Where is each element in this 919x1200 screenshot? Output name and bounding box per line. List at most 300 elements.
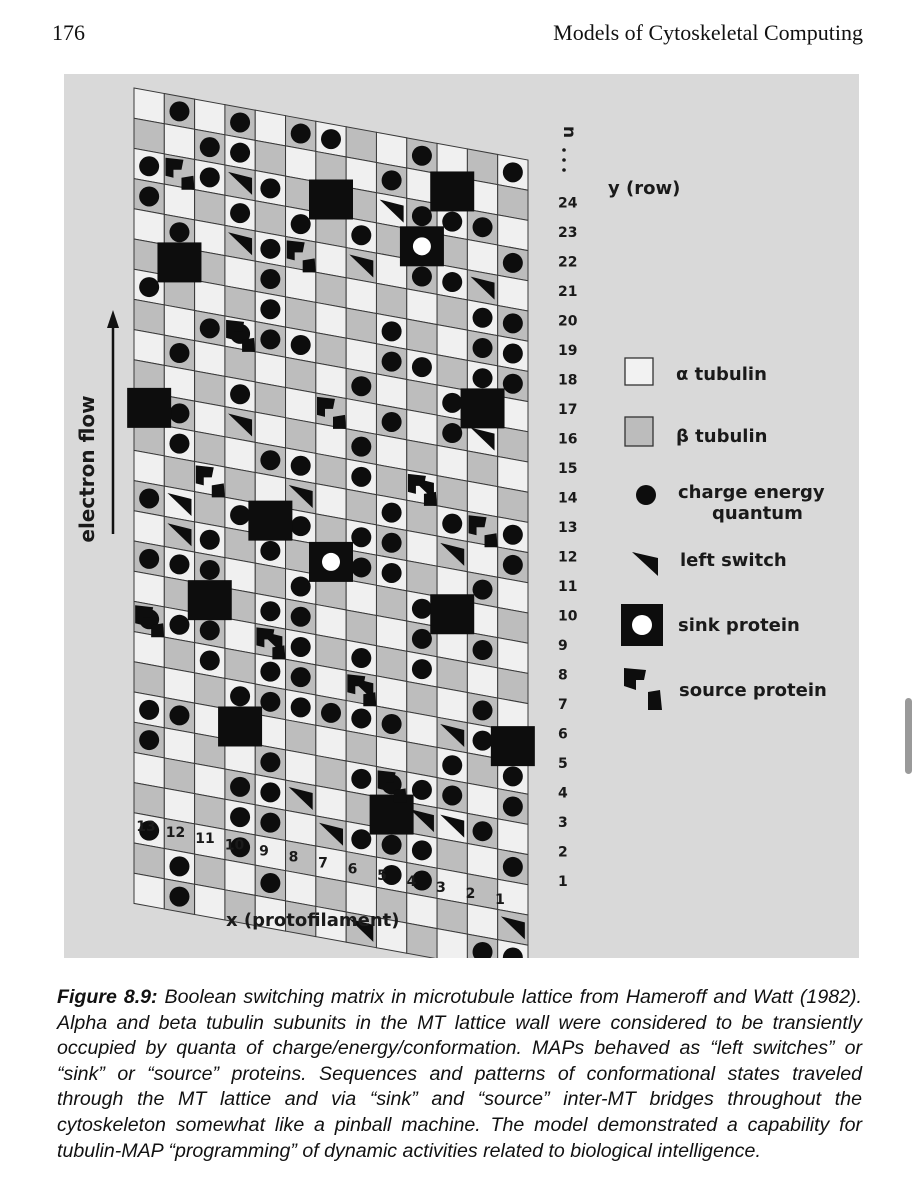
charge-quantum [442, 423, 462, 443]
alpha-tubulin-cell [316, 786, 346, 822]
charge-quantum [503, 313, 523, 333]
legend-switch-icon [632, 552, 658, 576]
beta-tubulin-cell [376, 283, 406, 319]
charge-quantum [351, 376, 371, 396]
charge-quantum [351, 225, 371, 245]
beta-tubulin-cell [195, 431, 225, 467]
beta-tubulin-cell [225, 648, 255, 684]
alpha-tubulin-cell [498, 456, 528, 492]
alpha-tubulin-cell [134, 330, 164, 366]
source-protein [212, 483, 225, 497]
charge-quantum [351, 829, 371, 849]
protofilament-label: 13 [136, 819, 156, 835]
beta-tubulin-cell [195, 854, 225, 890]
charge-quantum [321, 703, 341, 723]
charge-quantum [291, 577, 311, 597]
alpha-tubulin-cell [286, 871, 316, 907]
alpha-tubulin-cell [467, 481, 497, 517]
charge-quantum [230, 384, 250, 404]
alpha-tubulin-cell [346, 278, 376, 314]
alpha-tubulin-cell [346, 399, 376, 435]
electron-flow-arrow [107, 310, 119, 534]
alpha-tubulin-cell [195, 99, 225, 135]
beta-tubulin-cell [498, 668, 528, 704]
alpha-tubulin-cell [346, 580, 376, 616]
alpha-tubulin-cell [164, 305, 194, 341]
caption-lead: Figure 8.9: [57, 986, 158, 1008]
charge-quantum [260, 299, 280, 319]
charge-quantum [260, 178, 280, 198]
sink-protein [157, 242, 201, 282]
charge-quantum [382, 321, 402, 341]
row-label: 12 [558, 549, 578, 566]
charge-quantum [169, 403, 189, 423]
row-label: 4 [558, 785, 568, 802]
beta-tubulin-cell [134, 843, 164, 879]
running-head: Models of Cytoskeletal Computing [553, 20, 863, 45]
row-label: 23 [558, 225, 578, 241]
legend-charge-label-2: quantum [712, 503, 803, 524]
protofilament-label: 6 [347, 861, 358, 878]
legend-source-label: source protein [679, 680, 827, 701]
figure-8-9 [64, 74, 859, 958]
charge-quantum [382, 352, 402, 372]
alpha-tubulin-cell [376, 434, 406, 470]
charge-quantum [382, 563, 402, 583]
charge-quantum [260, 450, 280, 470]
sink-protein [309, 180, 353, 220]
charge-quantum [503, 797, 523, 817]
charge-quantum [169, 615, 189, 635]
alpha-tubulin-cell [225, 618, 255, 654]
alpha-tubulin-cell [498, 638, 528, 674]
charge-quantum [230, 686, 250, 706]
y-axis-label: y (row) [608, 178, 681, 199]
row-label: 11 [558, 579, 578, 595]
charge-quantum [139, 730, 159, 750]
beta-tubulin-cell [195, 794, 225, 830]
charge-quantum [351, 557, 371, 577]
beta-tubulin-cell [437, 294, 467, 330]
beta-tubulin-cell [407, 319, 437, 355]
alpha-tubulin-cell [316, 242, 346, 278]
protofilament-label: 4 [406, 873, 417, 890]
charge-quantum [291, 456, 311, 476]
row-label: 19 [558, 343, 578, 359]
beta-tubulin-cell [225, 467, 255, 503]
x-axis-label: x (protofilament) [226, 910, 400, 931]
alpha-tubulin-cell [134, 88, 164, 124]
beta-tubulin-cell [376, 646, 406, 682]
alpha-tubulin-cell [467, 844, 497, 880]
page-number: 176 [52, 20, 85, 45]
alpha-tubulin-cell [164, 728, 194, 764]
charge-quantum [200, 167, 220, 187]
charge-quantum [200, 560, 220, 580]
charge-quantum [473, 217, 493, 237]
charge-quantum [260, 269, 280, 289]
charge-quantum [200, 318, 220, 338]
row-label-n: n [559, 125, 579, 139]
charge-quantum [442, 785, 462, 805]
beta-tubulin-cell [225, 286, 255, 322]
charge-quantum [200, 530, 220, 550]
charge-quantum [230, 505, 250, 525]
charge-quantum [291, 516, 311, 536]
charge-quantum [351, 769, 371, 789]
sink-protein-hole [413, 237, 431, 255]
alpha-tubulin-cell [376, 736, 406, 772]
charge-quantum [351, 527, 371, 547]
row-labels [558, 196, 578, 891]
charge-quantum [412, 267, 432, 287]
charge-quantum [169, 856, 189, 876]
charge-quantum [139, 549, 159, 569]
alpha-tubulin-cell [437, 929, 467, 958]
charge-quantum [230, 777, 250, 797]
charge-quantum [412, 357, 432, 377]
charge-quantum [503, 344, 523, 364]
alpha-tubulin-cell [134, 209, 164, 245]
beta-tubulin-cell [316, 333, 346, 369]
charge-quantum [442, 393, 462, 413]
charge-quantum [412, 659, 432, 679]
alpha-tubulin-cell [164, 788, 194, 824]
source-protein [272, 645, 285, 659]
alpha-tubulin-cell [498, 215, 528, 251]
alpha-tubulin-cell [195, 884, 225, 920]
legend-switch-label: left switch [680, 550, 787, 571]
beta-tubulin-cell [255, 140, 285, 176]
alpha-tubulin-cell [437, 687, 467, 723]
row-label: 6 [558, 726, 568, 743]
charge-quantum [473, 821, 493, 841]
source-protein [242, 338, 255, 352]
alpha-tubulin-cell [467, 662, 497, 698]
charge-quantum [200, 651, 220, 671]
lattice-figure [64, 74, 859, 958]
alpha-tubulin-cell [467, 783, 497, 819]
sink-protein [218, 706, 262, 746]
protofilament-label: 3 [436, 880, 446, 896]
charge-quantum [260, 752, 280, 772]
alpha-tubulin-cell [376, 132, 406, 168]
row-label: 17 [558, 402, 578, 418]
beta-tubulin-cell [286, 297, 316, 333]
beta-tubulin-cell [195, 673, 225, 709]
alpha-tubulin-cell [316, 363, 346, 399]
beta-tubulin-cell [134, 662, 164, 698]
beta-tubulin-cell [134, 783, 164, 819]
source-protein [394, 788, 407, 802]
beta-tubulin-cell [407, 923, 437, 958]
legend-charge-dot [636, 485, 656, 505]
legend-sink-hole [632, 615, 652, 635]
charge-quantum [230, 807, 250, 827]
alpha-tubulin-cell [225, 437, 255, 473]
charge-quantum [260, 601, 280, 621]
charge-quantum [442, 212, 462, 232]
charge-quantum [503, 253, 523, 273]
beta-tubulin-cell [286, 720, 316, 756]
source-protein [181, 176, 194, 190]
alpha-tubulin-cell [134, 571, 164, 607]
charge-quantum [260, 541, 280, 561]
legend-sink-label: sink protein [678, 615, 800, 636]
charge-quantum [139, 488, 159, 508]
beta-tubulin-cell [316, 453, 346, 489]
charge-quantum [139, 277, 159, 297]
alpha-tubulin-cell [255, 412, 285, 448]
alpha-tubulin-cell [195, 763, 225, 799]
alpha-tubulin-cell [316, 665, 346, 701]
alpha-tubulin-cell [437, 445, 467, 481]
charge-quantum [169, 101, 189, 121]
beta-tubulin-cell [316, 272, 346, 308]
charge-quantum [473, 731, 493, 751]
sink-protein [188, 580, 232, 620]
source-protein [333, 415, 346, 429]
protofilament-label: 11 [195, 831, 215, 848]
charge-quantum [473, 640, 493, 660]
protofilament-label: 8 [288, 849, 299, 866]
alpha-tubulin-cell [407, 893, 437, 929]
legend-source-icon [624, 668, 646, 690]
beta-tubulin-cell [164, 758, 194, 794]
row-ellipsis [562, 148, 566, 172]
row-label: 8 [558, 667, 568, 684]
beta-tubulin-cell [255, 382, 285, 418]
source-protein [303, 258, 316, 272]
charge-quantum [503, 857, 523, 877]
legend-alpha-swatch [625, 358, 653, 385]
beta-tubulin-cell [407, 440, 437, 476]
charge-quantum [139, 186, 159, 206]
scrollbar-thumb[interactable] [905, 698, 912, 774]
alpha-tubulin-cell [407, 712, 437, 748]
beta-tubulin-cell [437, 476, 467, 512]
sink-protein-hole [322, 553, 340, 571]
source-protein [485, 533, 498, 547]
row-label: 20 [558, 313, 578, 330]
beta-tubulin-cell [498, 185, 528, 221]
alpha-tubulin-cell [195, 280, 225, 316]
charge-quantum [382, 835, 402, 855]
beta-tubulin-cell [255, 563, 285, 599]
legend-alpha-label: α tubulin [676, 364, 767, 385]
charge-quantum [230, 112, 250, 132]
alpha-tubulin-cell [134, 450, 164, 486]
sink-protein [430, 594, 474, 634]
alpha-tubulin-cell [164, 667, 194, 703]
beta-tubulin-cell [498, 487, 528, 523]
charge-quantum [169, 705, 189, 725]
beta-tubulin-cell [346, 489, 376, 525]
charge-quantum [291, 697, 311, 717]
beta-tubulin-cell [195, 190, 225, 226]
alpha-tubulin-cell [286, 810, 316, 846]
beta-tubulin-cell [346, 308, 376, 344]
charge-quantum [473, 700, 493, 720]
beta-tubulin-cell [376, 465, 406, 501]
protofilament-label: 9 [259, 843, 269, 860]
beta-tubulin-cell [437, 355, 467, 391]
alpha-tubulin-cell [498, 819, 528, 855]
row-label: 16 [558, 431, 578, 448]
charge-quantum [351, 708, 371, 728]
row-label: 1 [558, 874, 568, 890]
alpha-tubulin-cell [134, 752, 164, 788]
row-label: 3 [558, 815, 568, 831]
row-label: 13 [558, 520, 578, 536]
protofilament-label: 10 [224, 837, 245, 854]
alpha-tubulin-cell [286, 146, 316, 182]
alpha-tubulin-cell [376, 374, 406, 410]
charge-quantum [260, 873, 280, 893]
charge-quantum [139, 156, 159, 176]
alpha-tubulin-cell [316, 484, 346, 520]
beta-tubulin-cell [164, 456, 194, 492]
sink-protein [430, 171, 474, 211]
charge-quantum [382, 503, 402, 523]
charge-quantum [442, 272, 462, 292]
charge-quantum [260, 329, 280, 349]
beta-tubulin-cell [437, 657, 467, 693]
row-label: 5 [558, 756, 568, 772]
alpha-tubulin-cell [316, 725, 346, 761]
beta-tubulin-cell [346, 731, 376, 767]
alpha-tubulin-cell [498, 275, 528, 311]
charge-quantum [260, 692, 280, 712]
alpha-tubulin-cell [407, 410, 437, 446]
beta-tubulin-cell [346, 127, 376, 163]
alpha-tubulin-cell [255, 110, 285, 146]
figure-caption [57, 985, 862, 1164]
sink-protein [491, 726, 535, 766]
row-label: 18 [558, 372, 578, 389]
alpha-tubulin-cell [286, 750, 316, 786]
beta-tubulin-cell [437, 898, 467, 934]
beta-tubulin-cell [407, 742, 437, 778]
sink-protein [461, 388, 505, 428]
legend-charge-label-1: charge energy [678, 482, 825, 503]
charge-quantum [503, 555, 523, 575]
source-protein [363, 692, 376, 706]
alpha-tubulin-cell [467, 904, 497, 940]
alpha-tubulin-cell [346, 338, 376, 374]
beta-tubulin-cell [286, 357, 316, 393]
alpha-tubulin-cell [255, 352, 285, 388]
legend-beta-swatch [625, 417, 653, 446]
row-label: 21 [558, 284, 578, 300]
alpha-tubulin-cell [225, 860, 255, 896]
charge-quantum [503, 525, 523, 545]
legend-source-icon-b [648, 690, 662, 710]
charge-quantum [291, 214, 311, 234]
charge-quantum [291, 667, 311, 687]
charge-quantum [260, 782, 280, 802]
source-protein [151, 623, 164, 637]
alpha-tubulin-cell [286, 387, 316, 423]
charge-quantum [503, 162, 523, 182]
alpha-tubulin-cell [134, 511, 164, 547]
caption-text: Boolean switching matrix in microtubule lattice from Hameroff and Watt (1982). Alpha and beta tubulin subunits in the MT lattice wall were considered to be transiently occupied by quanta of charge/energy/conformation. MAPs behaved as “left switches” or “sink” or “source” proteins. Sequences and patterns of conformational states traveled through the MT lattice and via “sink” and “source” inter-MT bridges throughout the cytoskeleton somewhat like a pinball machine. The model demonstrated a capability for tubulin-MAP “programming” of dynamic activities related to biological intelligence. [57, 986, 862, 1162]
charge-quantum [351, 437, 371, 457]
beta-tubulin-cell [316, 755, 346, 791]
beta-tubulin-cell [467, 451, 497, 487]
source-protein [424, 492, 437, 506]
legend [621, 358, 827, 710]
beta-tubulin-cell [286, 418, 316, 454]
charge-quantum [169, 222, 189, 242]
alpha-tubulin-cell [407, 289, 437, 325]
alpha-tubulin-cell [225, 256, 255, 292]
charge-quantum [230, 203, 250, 223]
row-label: 2 [558, 844, 568, 861]
alpha-tubulin-cell [376, 676, 406, 712]
charge-quantum [442, 514, 462, 534]
charge-quantum [291, 124, 311, 144]
alpha-tubulin-cell [376, 616, 406, 652]
charge-quantum [291, 335, 311, 355]
charge-quantum [412, 146, 432, 166]
protofilament-label: 12 [165, 825, 186, 842]
protofilament-label: 2 [465, 886, 476, 903]
row-label: 14 [558, 490, 578, 507]
charge-quantum [412, 599, 432, 619]
charge-quantum [169, 887, 189, 907]
alpha-tubulin-cell [316, 302, 346, 338]
charge-quantum [473, 368, 493, 388]
beta-tubulin-cell [134, 299, 164, 335]
charge-quantum [260, 813, 280, 833]
beta-tubulin-cell [407, 681, 437, 717]
beta-tubulin-cell [316, 635, 346, 671]
protofilament-label: 5 [377, 867, 387, 884]
sink-protein [127, 388, 171, 428]
charge-quantum [503, 374, 523, 394]
row-label: 9 [558, 638, 568, 654]
charge-quantum [169, 554, 189, 574]
sink-protein [248, 501, 292, 541]
beta-tubulin-cell [376, 585, 406, 621]
alpha-tubulin-cell [164, 124, 194, 160]
beta-tubulin-cell [164, 637, 194, 673]
sink-protein [370, 795, 414, 835]
charge-quantum [169, 343, 189, 363]
charge-quantum [473, 338, 493, 358]
protofilament-label: 7 [318, 855, 328, 872]
charge-quantum [351, 467, 371, 487]
charge-quantum [473, 308, 493, 328]
charge-quantum [351, 648, 371, 668]
electron-flow-label: electron flow [75, 395, 99, 543]
legend-beta-label: β tubulin [676, 426, 768, 447]
charge-quantum [260, 662, 280, 682]
beta-tubulin-cell [437, 838, 467, 874]
charge-quantum [442, 755, 462, 775]
beta-tubulin-cell [195, 371, 225, 407]
charge-quantum [503, 766, 523, 786]
alpha-tubulin-cell [316, 604, 346, 640]
charge-quantum [230, 143, 250, 163]
charge-quantum [200, 620, 220, 640]
row-label: 10 [558, 608, 578, 625]
row-label: 7 [558, 697, 568, 713]
charge-quantum [200, 137, 220, 157]
alpha-tubulin-cell [498, 577, 528, 613]
charge-quantum [412, 629, 432, 649]
